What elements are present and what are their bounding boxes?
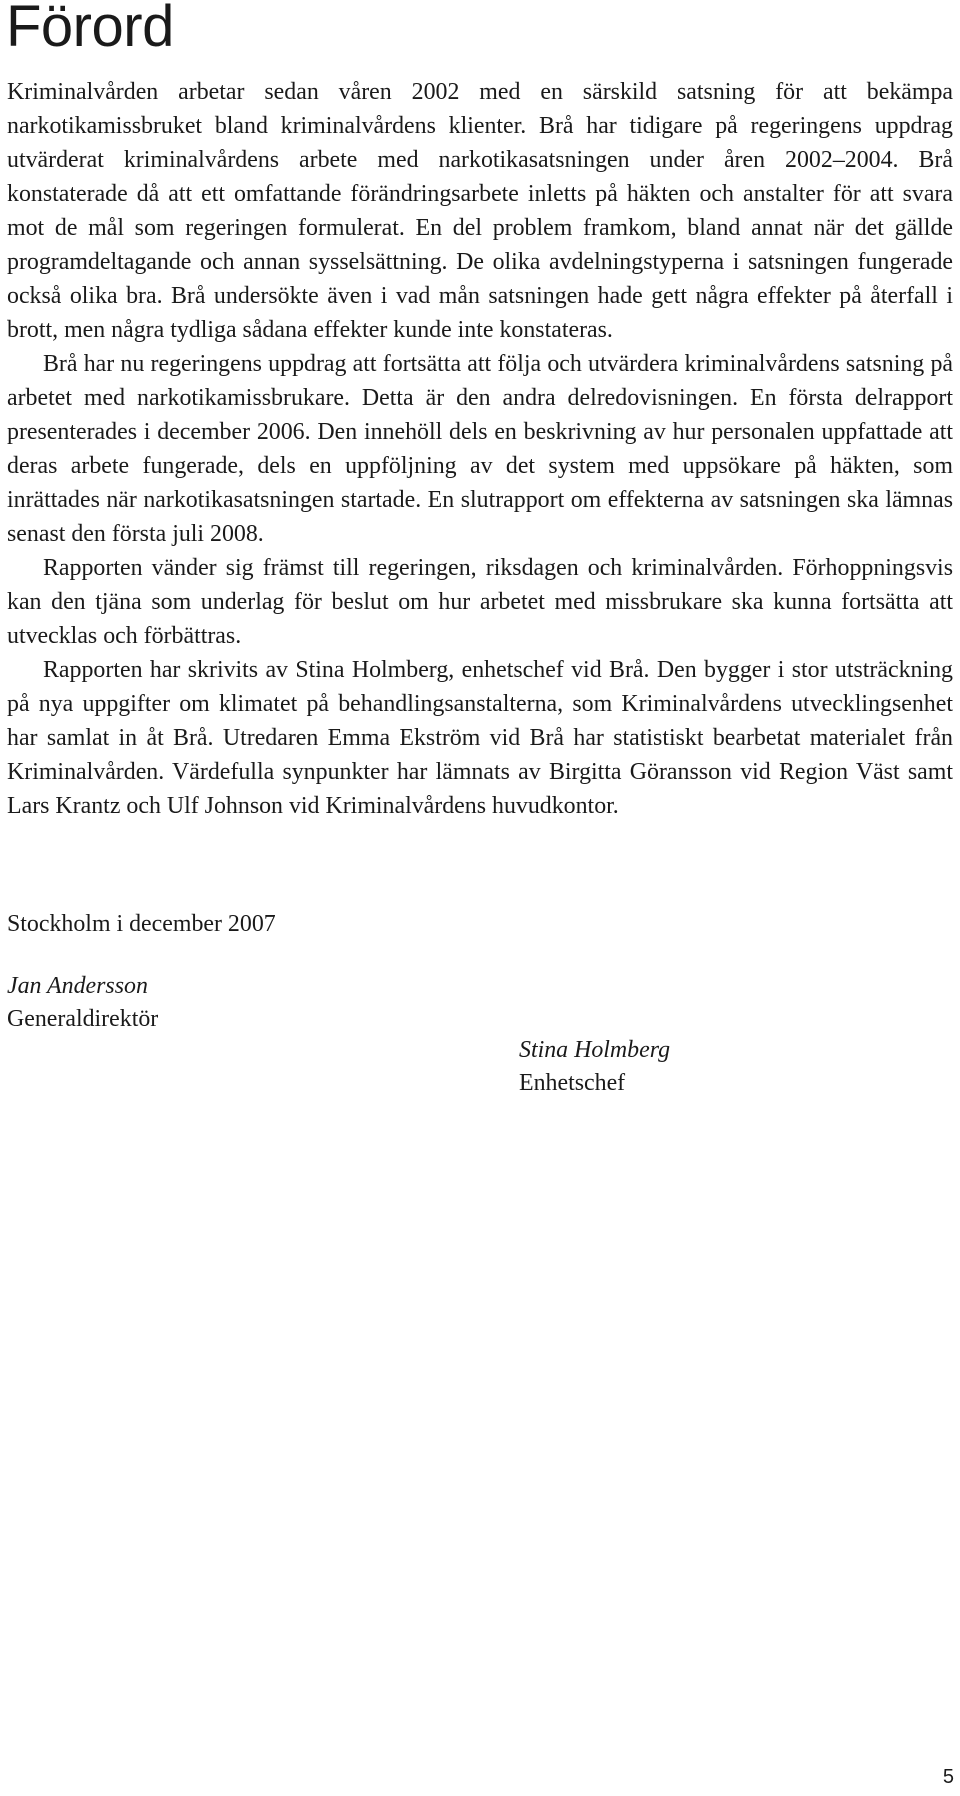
page-title: Förord (6, 0, 174, 59)
signature-block-director (7, 970, 158, 1036)
paragraph-3: Rapporten vänder sig främst till regeringen, riksdagen och kriminalvården. Förhoppningsvis kan den tjäna som underlag för beslut om hur arbetet med missbrukare ska kunna fortsätta att utvecklas och förbättras. (7, 555, 953, 649)
place-date: Stockholm i december 2007 (7, 911, 276, 937)
signatory-role: Generaldirektör (7, 1006, 159, 1032)
signature-block-unit-head (519, 1034, 670, 1100)
signatory-name: Jan Andersson (7, 973, 148, 999)
paragraph-1: Kriminalvården arbetar sedan våren 2002 med en särskild satsning för att bekämpa narkotikamissbruket bland kriminalvårdens klienter. Brå har tidigare på regeringens uppdrag utvärderat kriminalvårdens arbete med narkotikasatsningen under åren 2002–2004. Brå konstaterade då att ett omfattande förändringsarbete inletts på häkten och anstalter för att svara mot de mål som regeringen formulerat. En del problem framkom, bland annat när det gällde programdeltagande och annan sysselsättning. De olika avdelningstyperna i satsningen fungerade också olika bra. Brå undersökte även i vad mån satsningen hade gett några effekter på återfall i brott, men några tydliga sådana effekter kunde inte konstateras. (7, 79, 953, 343)
signatory-role: Enhetschef (519, 1070, 626, 1096)
body-text (7, 75, 953, 823)
signatory-name: Stina Holmberg (519, 1037, 671, 1063)
page-number: 5 (942, 1766, 954, 1788)
paragraph-4: Rapporten har skrivits av Stina Holmberg, enhetschef vid Brå. Den bygger i stor utsträckning på nya uppgifter om klimatet på behandlingsanstalterna, som Kriminalvårdens utvecklingsenhet har samlat in åt Brå. Utredaren Emma Ekström vid Brå har statistiskt bearbetat materialet från Kriminalvården. Värdefulla synpunkter har lämnats av Birgitta Göransson vid Region Väst samt Lars Krantz och Ulf Johnson vid Kriminalvårdens huvudkontor. (7, 657, 953, 819)
paragraph-2: Brå har nu regeringens uppdrag att fortsätta att följa och utvärdera kriminalvårdens satsning på arbetet med narkotikamissbrukare. Detta är den andra delredovisningen. En första delrapport presenterades i december 2006. Den innehöll dels en beskrivning av hur personalen uppfattade att deras arbete fungerade, dels en uppföljning av det system med uppsökare på häkten, som inrättades när narkotikasatsningen startade. En slutrapport om effekterna av satsningen ska lämnas senast den första juli 2008. (7, 351, 953, 547)
